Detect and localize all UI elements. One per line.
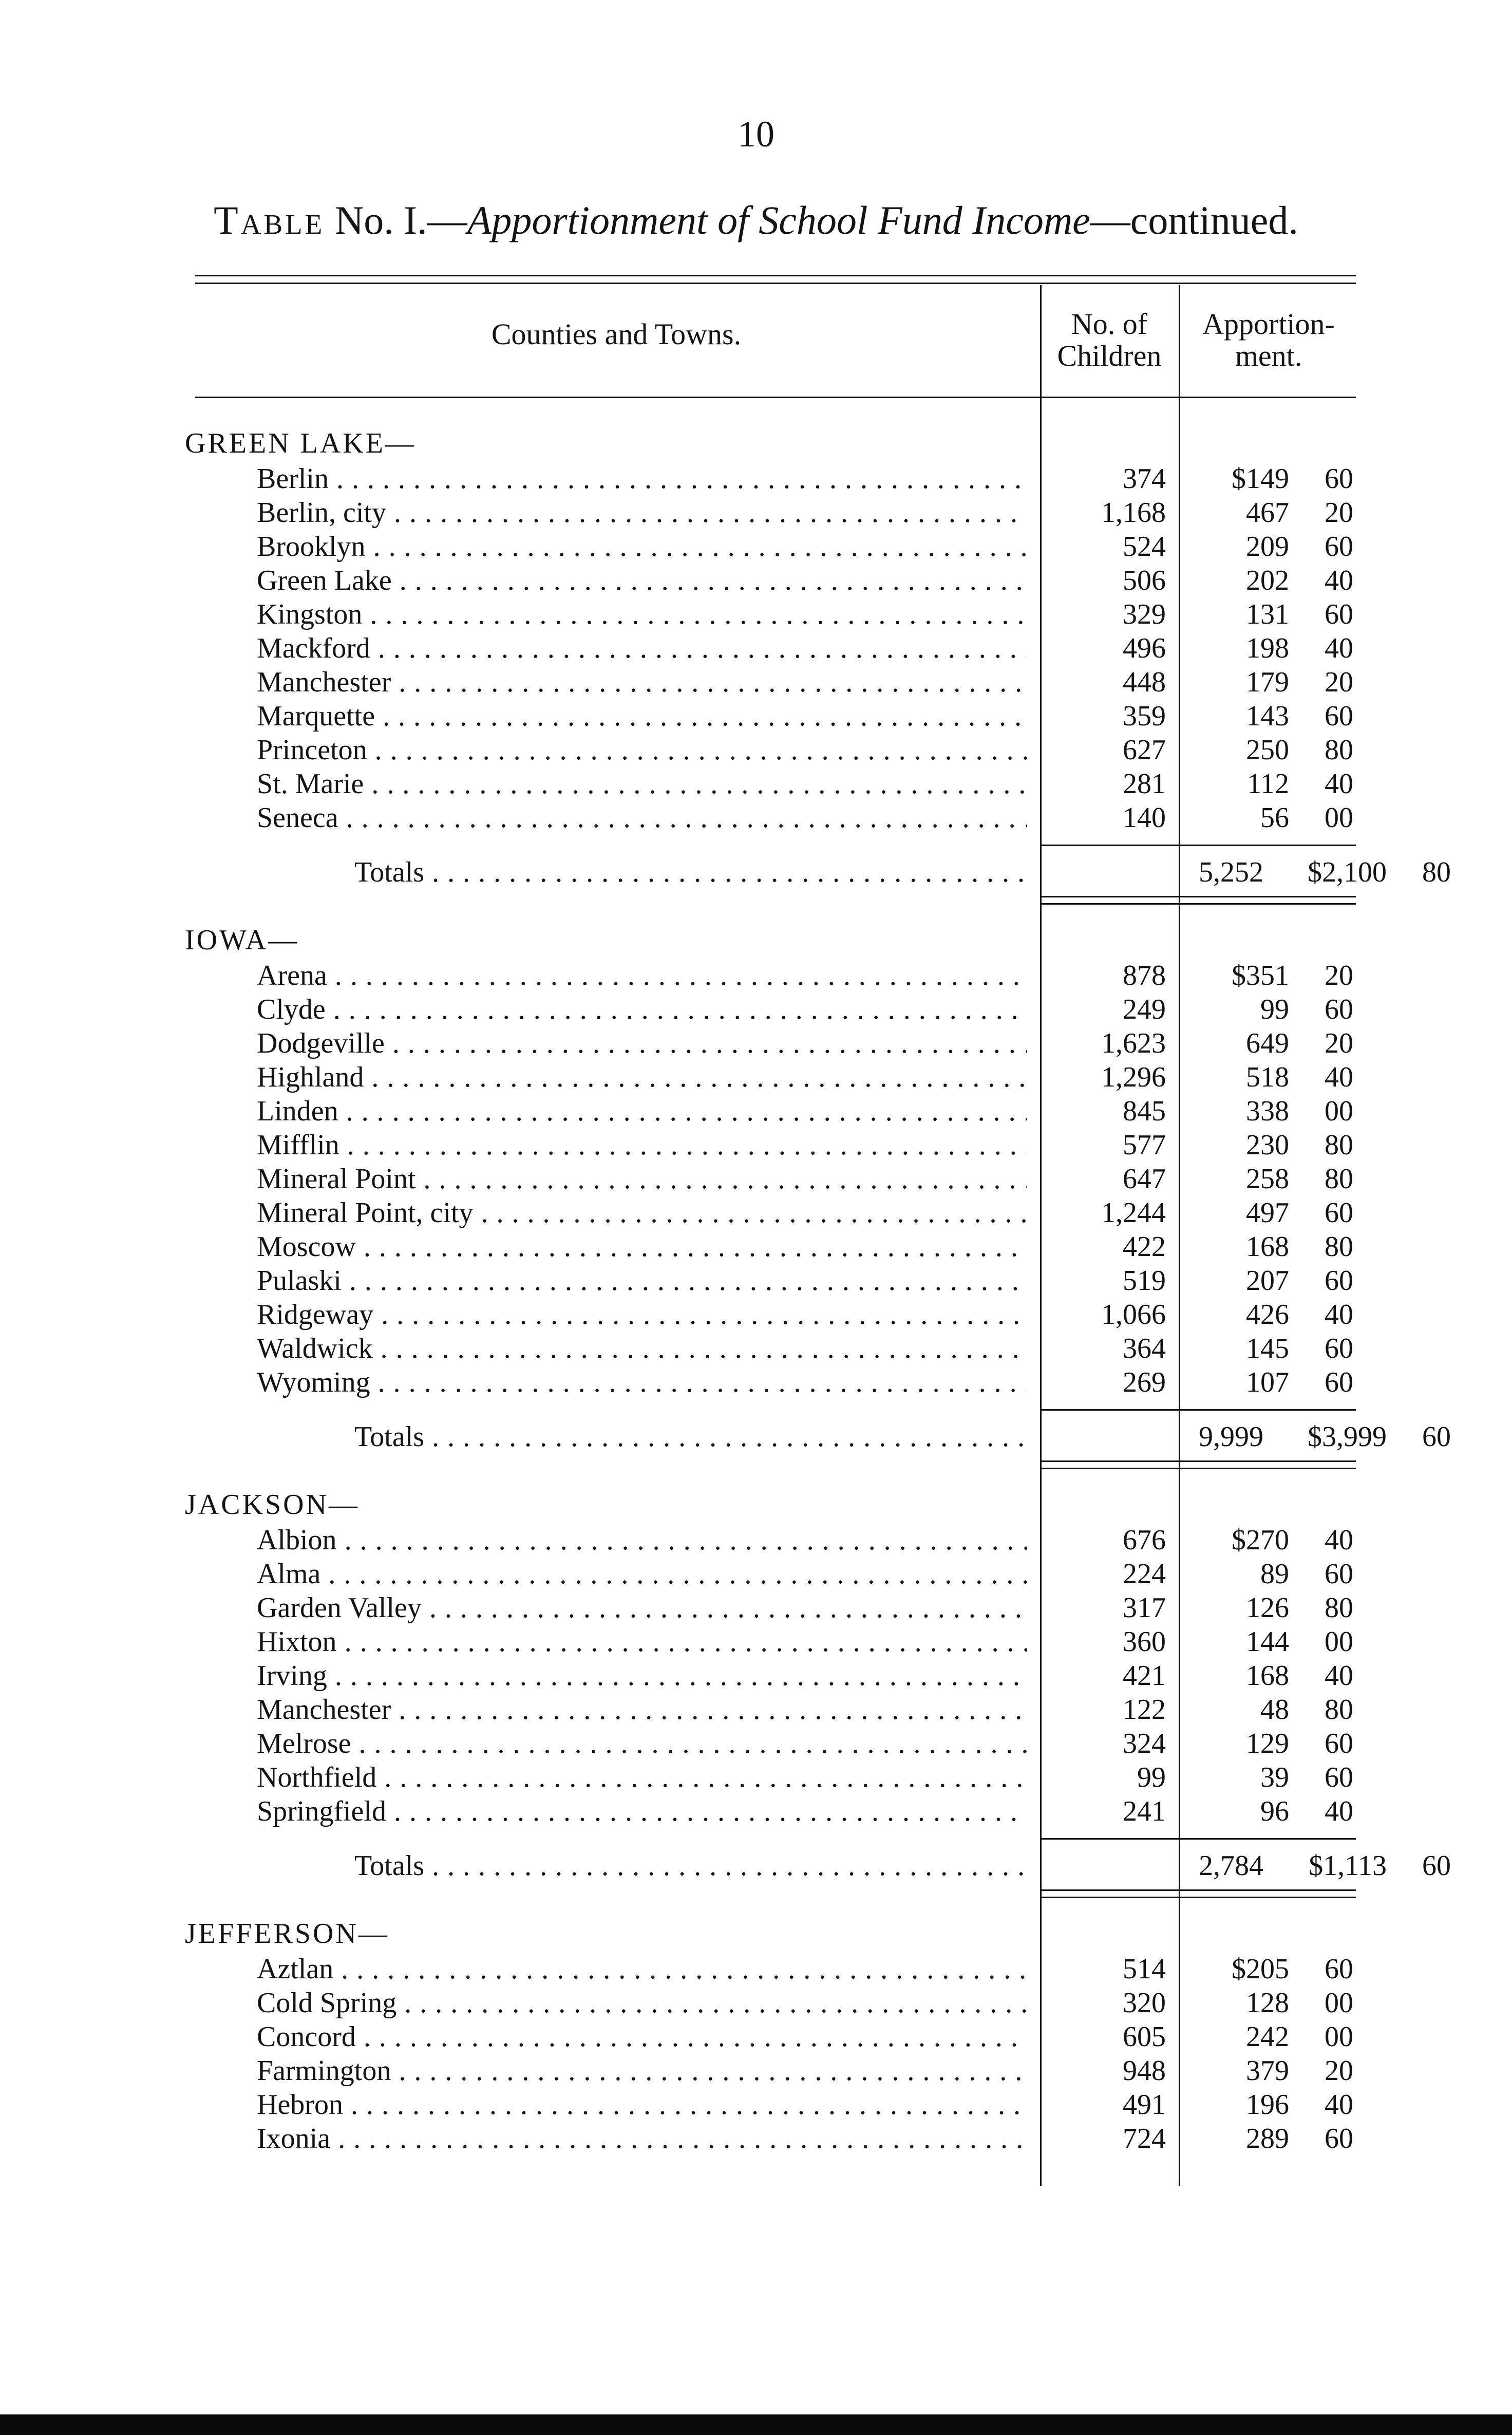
totals-cents: 80 — [1422, 856, 1451, 888]
apportionment-cents: 40 — [1325, 1795, 1353, 1827]
totals-double-rule-1 — [1040, 896, 1356, 897]
children-count: 524 — [1123, 531, 1166, 563]
apportionment-dollars: 48 — [1260, 1694, 1289, 1726]
apportionment-dollars: 129 — [1246, 1728, 1289, 1759]
children-count: 496 — [1123, 632, 1166, 664]
table-row — [257, 1761, 1353, 1794]
apportionment-dollars: 168 — [1246, 1660, 1289, 1692]
title-number: No. I.— — [325, 198, 467, 242]
table-row — [257, 2122, 1353, 2155]
table-row — [257, 1332, 1353, 1365]
apportionment-dollars: 202 — [1246, 565, 1289, 596]
apportionment-dollars: 143 — [1246, 700, 1289, 732]
apportionment-cents: 60 — [1325, 598, 1353, 630]
town-name: Northfield . . . — [257, 1761, 1027, 1794]
town-name: Clyde . . . — [257, 993, 1027, 1026]
apportionment-cents: 60 — [1325, 531, 1353, 563]
apportionment-cents: 20 — [1325, 666, 1353, 698]
town-name: Mifflin . . . — [257, 1129, 1027, 1162]
apportionment-cents: 80 — [1325, 1129, 1353, 1161]
apportionment-cents: 40 — [1325, 2089, 1353, 2121]
apportionment-dollars: $270 — [1232, 1524, 1289, 1556]
title-prefix: Table — [214, 198, 325, 242]
town-name: Marquette . . . — [257, 700, 1027, 733]
table-row — [257, 1591, 1353, 1624]
table-row — [257, 2020, 1353, 2053]
totals-double-rule-1 — [1040, 1460, 1356, 1462]
apportionment-cents: 60 — [1325, 1333, 1353, 1364]
children-count: 329 — [1123, 598, 1166, 630]
children-count: 320 — [1123, 1987, 1166, 2019]
town-name: Green Lake . . . — [257, 564, 1027, 597]
apportionment-dollars: 145 — [1246, 1333, 1289, 1364]
scan-edge — [0, 2414, 1512, 2435]
children-count: 1,623 — [1101, 1027, 1166, 1059]
children-count: 122 — [1123, 1694, 1166, 1726]
apportionment-cents: 40 — [1325, 1061, 1353, 1093]
totals-dollars: $1,113 — [1309, 1850, 1387, 1882]
header-children-line2: Children — [1057, 339, 1162, 372]
apportionment-dollars: 467 — [1246, 497, 1289, 529]
totals-children: 9,999 — [1199, 1421, 1263, 1453]
children-count: 422 — [1123, 1231, 1166, 1263]
apportionment-cents: 00 — [1325, 2021, 1353, 2053]
totals-double-rule-2 — [1040, 1897, 1356, 1898]
apportionment-cents: 80 — [1325, 1231, 1353, 1263]
table-row — [257, 1366, 1353, 1399]
county-heading: JACKSON— — [185, 1489, 360, 1521]
table-row — [257, 993, 1353, 1026]
apportionment-dollars: $149 — [1232, 463, 1289, 495]
children-count: 647 — [1123, 1163, 1166, 1195]
table-row — [257, 1129, 1353, 1162]
apportionment-dollars: 131 — [1246, 598, 1289, 630]
table-row — [257, 530, 1353, 563]
apportionment-cents: 40 — [1325, 1299, 1353, 1331]
table-row — [257, 1196, 1353, 1229]
table-row — [257, 1987, 1353, 2019]
table-row — [257, 666, 1353, 699]
apportionment-cents: 80 — [1325, 1592, 1353, 1624]
apportionment-dollars: 497 — [1246, 1197, 1289, 1229]
town-name: Moscow . . . — [257, 1230, 1027, 1263]
table-row — [257, 2054, 1353, 2087]
children-count: 676 — [1123, 1524, 1166, 1556]
children-count: 359 — [1123, 700, 1166, 732]
apportionment-cents: 60 — [1325, 1197, 1353, 1229]
children-count: 845 — [1123, 1095, 1166, 1127]
totals-cents: 60 — [1422, 1421, 1451, 1453]
children-count: 1,296 — [1101, 1061, 1166, 1093]
table-row — [257, 1524, 1353, 1557]
totals-top-rule — [1040, 1409, 1356, 1411]
table-row — [257, 1230, 1353, 1263]
children-count: 948 — [1123, 2055, 1166, 2087]
town-name: Berlin . . . — [257, 462, 1027, 495]
apportionment-cents: 80 — [1325, 1163, 1353, 1195]
town-name: Dodgeville . . . — [257, 1027, 1027, 1060]
apportionment-cents: 80 — [1325, 1694, 1353, 1726]
table-row — [257, 700, 1353, 733]
town-name: Irving . . . — [257, 1659, 1027, 1692]
table-row — [257, 1558, 1353, 1590]
apportionment-cents: 60 — [1325, 1953, 1353, 1985]
children-count: 317 — [1123, 1592, 1166, 1624]
town-name: Hebron . . . — [257, 2088, 1027, 2121]
table-row — [257, 496, 1353, 529]
apportionment-dollars: 426 — [1246, 1299, 1289, 1331]
table-row — [257, 1264, 1353, 1297]
town-name: Seneca . . . — [257, 801, 1027, 834]
town-name: Concord . . . — [257, 2020, 1027, 2053]
apportionment-dollars: 56 — [1260, 802, 1289, 834]
table-row — [257, 564, 1353, 597]
totals-dollars: $3,999 — [1308, 1421, 1387, 1453]
table-row — [257, 1795, 1353, 1828]
town-name: Princeton . . . — [257, 734, 1027, 766]
town-name: Arena . . . — [257, 959, 1027, 992]
apportionment-cents: 20 — [1325, 2055, 1353, 2087]
town-name: Mackford . . . — [257, 632, 1027, 665]
apportionment-cents: 60 — [1325, 463, 1353, 495]
town-name: Farmington . . . — [257, 2054, 1027, 2087]
town-name: Melrose . . . — [257, 1727, 1027, 1760]
title-italic: Apportionment of School Fund Income — [467, 198, 1090, 242]
children-count: 281 — [1123, 768, 1166, 800]
apportionment-dollars: 144 — [1246, 1626, 1289, 1658]
children-count: 519 — [1123, 1265, 1166, 1297]
apportionment-cents: 00 — [1325, 1987, 1353, 2019]
table-row — [257, 1659, 1353, 1692]
county-heading: JEFFERSON— — [185, 1918, 389, 1950]
town-name: Linden . . . — [257, 1095, 1027, 1128]
totals-top-rule — [1040, 845, 1356, 846]
apportionment-cents: 20 — [1325, 497, 1353, 529]
table-row — [257, 1953, 1353, 1986]
town-name: Ixonia . . . — [257, 2122, 1027, 2155]
apportionment-dollars: 242 — [1246, 2021, 1289, 2053]
table-row — [257, 734, 1353, 766]
totals-children: 2,784 — [1199, 1850, 1263, 1882]
children-count: 1,168 — [1101, 497, 1166, 529]
totals-double-rule-2 — [1040, 1468, 1356, 1469]
table-row — [257, 1095, 1353, 1128]
totals-label: Totals . . . — [354, 1420, 1027, 1453]
children-count: 224 — [1123, 1558, 1166, 1590]
apportionment-cents: 20 — [1325, 960, 1353, 991]
apportionment-dollars: 289 — [1246, 2123, 1289, 2155]
apportionment-cents: 00 — [1325, 1626, 1353, 1658]
children-count: 506 — [1123, 565, 1166, 596]
children-count: 364 — [1123, 1333, 1166, 1364]
apportionment-cents: 40 — [1325, 632, 1353, 664]
apportionment-cents: 40 — [1325, 768, 1353, 800]
apportionment-dollars: 168 — [1246, 1231, 1289, 1263]
table-row — [257, 1298, 1353, 1331]
totals-double-rule-1 — [1040, 1889, 1356, 1891]
apportionment-dollars: 338 — [1246, 1095, 1289, 1127]
children-count: 269 — [1123, 1366, 1166, 1398]
children-count: 605 — [1123, 2021, 1166, 2053]
children-count: 577 — [1123, 1129, 1166, 1161]
apportionment-dollars: 99 — [1260, 994, 1289, 1025]
apportionment-dollars: 112 — [1247, 768, 1289, 800]
totals-dollars: $2,100 — [1308, 856, 1387, 888]
apportionment-cents: 40 — [1325, 565, 1353, 596]
apportionment-cents: 60 — [1325, 994, 1353, 1025]
totals-row — [354, 1849, 1451, 1882]
children-count: 249 — [1123, 994, 1166, 1025]
town-name: Wyoming . . . — [257, 1366, 1027, 1399]
apportionment-dollars: 107 — [1246, 1366, 1289, 1398]
town-name: Alma . . . — [257, 1558, 1027, 1590]
title-suffix: —continued. — [1090, 198, 1298, 242]
totals-children: 5,252 — [1199, 856, 1263, 888]
town-name: Garden Valley . . . — [257, 1591, 1027, 1624]
town-name: Kingston . . . — [257, 598, 1027, 631]
apportionment-cents: 80 — [1325, 734, 1353, 766]
children-count: 421 — [1123, 1660, 1166, 1692]
totals-label: Totals . . . — [354, 1849, 1027, 1882]
apportionment-dollars: 649 — [1246, 1027, 1289, 1059]
apportionment-dollars: 518 — [1246, 1061, 1289, 1093]
totals-label: Totals . . . — [354, 856, 1027, 889]
page-number: 10 — [738, 114, 774, 155]
children-count: 627 — [1123, 734, 1166, 766]
apportionment-dollars: 207 — [1246, 1265, 1289, 1297]
table-row — [257, 1027, 1353, 1060]
town-name: Aztlan . . . — [257, 1953, 1027, 1986]
children-count: 878 — [1123, 960, 1166, 991]
town-name: Manchester . . . — [257, 666, 1027, 699]
apportionment-cents: 00 — [1325, 802, 1353, 834]
apportionment-cents: 60 — [1325, 1366, 1353, 1398]
table-row — [257, 1061, 1353, 1094]
table-row — [257, 767, 1353, 800]
children-count: 724 — [1123, 2123, 1166, 2155]
town-name: Springfield . . . — [257, 1795, 1027, 1828]
table-row — [257, 1727, 1353, 1760]
table-row — [257, 598, 1353, 631]
apportionment-dollars: 196 — [1246, 2089, 1289, 2121]
town-name: Cold Spring . . . — [257, 1987, 1027, 2019]
apportionment-dollars: 39 — [1260, 1762, 1289, 1793]
town-name: Brooklyn . . . — [257, 530, 1027, 563]
header-apportion-line1: Apportion- — [1202, 307, 1335, 341]
children-count: 374 — [1123, 463, 1166, 495]
apportionment-cents: 20 — [1325, 1027, 1353, 1059]
totals-row — [354, 1420, 1451, 1453]
table-row — [257, 1163, 1353, 1195]
children-count: 99 — [1137, 1762, 1166, 1793]
apportionment-dollars: 250 — [1246, 734, 1289, 766]
totals-cents: 60 — [1422, 1850, 1451, 1882]
header-children-line1: No. of — [1071, 307, 1148, 341]
town-name: Hixton . . . — [257, 1625, 1027, 1658]
table-row — [257, 1625, 1353, 1658]
table-row — [257, 801, 1353, 834]
apportionment-cents: 40 — [1325, 1660, 1353, 1692]
town-name: Ridgeway . . . — [257, 1298, 1027, 1331]
children-count: 1,066 — [1101, 1299, 1166, 1331]
children-count: 448 — [1123, 666, 1166, 698]
apportionment-dollars: 89 — [1260, 1558, 1289, 1590]
apportionment-dollars: 126 — [1246, 1592, 1289, 1624]
apportionment-dollars: 179 — [1246, 666, 1289, 698]
town-name: St. Marie . . . — [257, 767, 1027, 800]
children-count: 1,244 — [1101, 1197, 1166, 1229]
apportionment-dollars: $205 — [1232, 1953, 1289, 1985]
table-row — [257, 2088, 1353, 2121]
table-row — [257, 1693, 1353, 1726]
town-name: Mineral Point, city . . . — [257, 1196, 1027, 1229]
apportionment-dollars: 230 — [1246, 1129, 1289, 1161]
town-name: Manchester . . . — [257, 1693, 1027, 1726]
children-count: 491 — [1123, 2089, 1166, 2121]
apportionment-dollars: 258 — [1246, 1163, 1289, 1195]
apportionment-dollars: 96 — [1260, 1795, 1289, 1827]
apportionment-cents: 60 — [1325, 1762, 1353, 1793]
apportionment-cents: 00 — [1325, 1095, 1353, 1127]
apportionment-cents: 40 — [1325, 1524, 1353, 1556]
children-count: 360 — [1123, 1626, 1166, 1658]
apportionment-cents: 60 — [1325, 1728, 1353, 1759]
header-counties: Counties and Towns. — [491, 317, 742, 351]
town-name: Waldwick . . . — [257, 1332, 1027, 1365]
town-name: Albion . . . — [257, 1524, 1027, 1557]
apportionment-dollars: 209 — [1246, 531, 1289, 563]
apportionment-dollars: 128 — [1246, 1987, 1289, 2019]
children-count: 324 — [1123, 1728, 1166, 1759]
apportionment-cents: 60 — [1325, 1558, 1353, 1590]
table-row — [257, 959, 1353, 992]
children-count: 140 — [1123, 802, 1166, 834]
apportionment-dollars: 379 — [1246, 2055, 1289, 2087]
totals-top-rule — [1040, 1838, 1356, 1840]
town-name: Pulaski . . . — [257, 1264, 1027, 1297]
children-count: 241 — [1123, 1795, 1166, 1827]
totals-row — [354, 856, 1451, 889]
apportionment-dollars: 198 — [1246, 632, 1289, 664]
apportionment-cents: 60 — [1325, 1265, 1353, 1297]
totals-double-rule-2 — [1040, 903, 1356, 905]
town-name: Mineral Point . . . — [257, 1163, 1027, 1195]
county-heading: IOWA— — [185, 924, 299, 956]
children-count: 514 — [1123, 1953, 1166, 1985]
county-heading: GREEN LAKE— — [185, 427, 416, 459]
apportionment-dollars: $351 — [1232, 960, 1289, 991]
apportionment-cents: 60 — [1325, 700, 1353, 732]
town-name: Highland . . . — [257, 1061, 1027, 1094]
table-row — [257, 462, 1353, 495]
apportionment-cents: 60 — [1325, 2123, 1353, 2155]
header-apportion-line2: ment. — [1235, 339, 1302, 372]
town-name: Berlin, city . . . — [257, 496, 1027, 529]
table-row — [257, 632, 1353, 665]
